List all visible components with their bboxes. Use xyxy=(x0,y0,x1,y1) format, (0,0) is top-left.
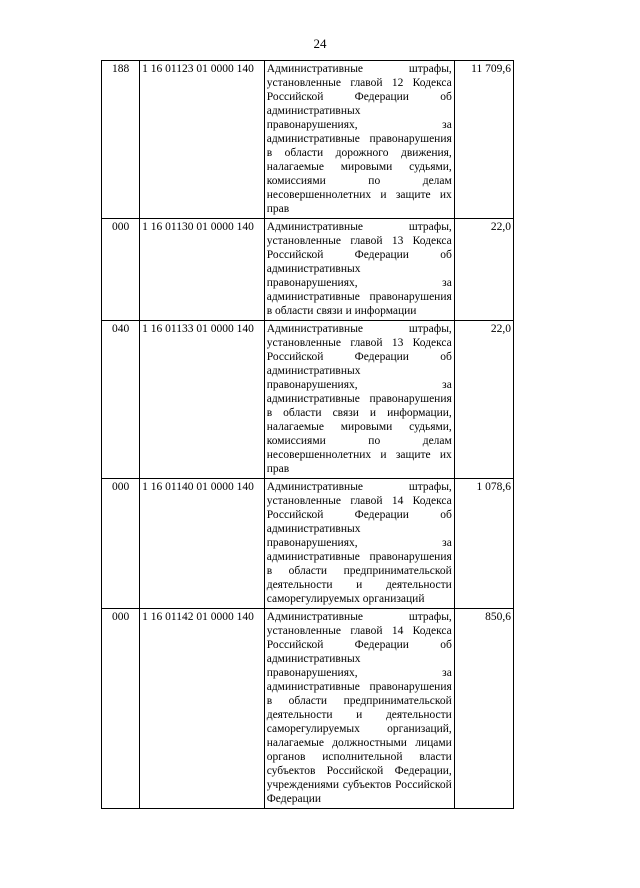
admin-code-cell: 000 xyxy=(102,219,140,321)
page-number: 24 xyxy=(313,36,327,51)
kbk-code-cell: 1 16 01130 01 0000 140 xyxy=(140,219,265,321)
amount-cell: 1 078,6 xyxy=(454,479,513,609)
amount-cell: 850,6 xyxy=(454,609,513,809)
table-row xyxy=(102,321,514,479)
kbk-code-cell: 1 16 01140 01 0000 140 xyxy=(140,479,265,609)
admin-code-cell: 000 xyxy=(102,479,140,609)
revenue-name-cell: Административные штрафы, установленные главой 14 Кодекса Российской Федерации об административных правонарушениях, за административные правонарушения в области предпринимательской деятельности и деятельности саморегулируемых организаций, налагаемые должностными лицами органов исполнительной власти субъектов Российской Федерации, учреждениями субъектов Российской Федерации xyxy=(264,609,454,809)
admin-code-cell: 188 xyxy=(102,61,140,219)
revenue-name-cell: Административные штрафы, установленные главой 13 Кодекса Российской Федерации об административных правонарушениях, за административные правонарушения в области связи и информации, налагаемые мировыми судьями, комиссиями по делам несовершеннолетних и защите их прав xyxy=(264,321,454,479)
admin-code-cell: 000 xyxy=(102,609,140,809)
revenue-name-cell: Административные штрафы, установленные главой 13 Кодекса Российской Федерации об административных правонарушениях, за административные правонарушения в области связи и информации xyxy=(264,219,454,321)
table-row xyxy=(102,479,514,609)
revenue-name-cell: Административные штрафы, установленные главой 12 Кодекса Российской Федерации об административных правонарушениях, за административные правонарушения в области дорожного движения, налагаемые мировыми судьями, комиссиями по делам несовершеннолетних и защите их прав xyxy=(264,61,454,219)
amount-cell: 11 709,6 xyxy=(454,61,513,219)
kbk-code-cell: 1 16 01142 01 0000 140 xyxy=(140,609,265,809)
amount-cell: 22,0 xyxy=(454,219,513,321)
kbk-code-cell: 1 16 01133 01 0000 140 xyxy=(140,321,265,479)
table-row xyxy=(102,609,514,809)
kbk-code-cell: 1 16 01123 01 0000 140 xyxy=(140,61,265,219)
table-row xyxy=(102,61,514,219)
table-row xyxy=(102,219,514,321)
admin-code-cell: 040 xyxy=(102,321,140,479)
revenue-table xyxy=(101,60,514,809)
amount-cell: 22,0 xyxy=(454,321,513,479)
revenue-name-cell: Административные штрафы, установленные главой 14 Кодекса Российской Федерации об административных правонарушениях, за административные правонарушения в области предпринимательской деятельности и деятельности саморегулируемых организаций xyxy=(264,479,454,609)
